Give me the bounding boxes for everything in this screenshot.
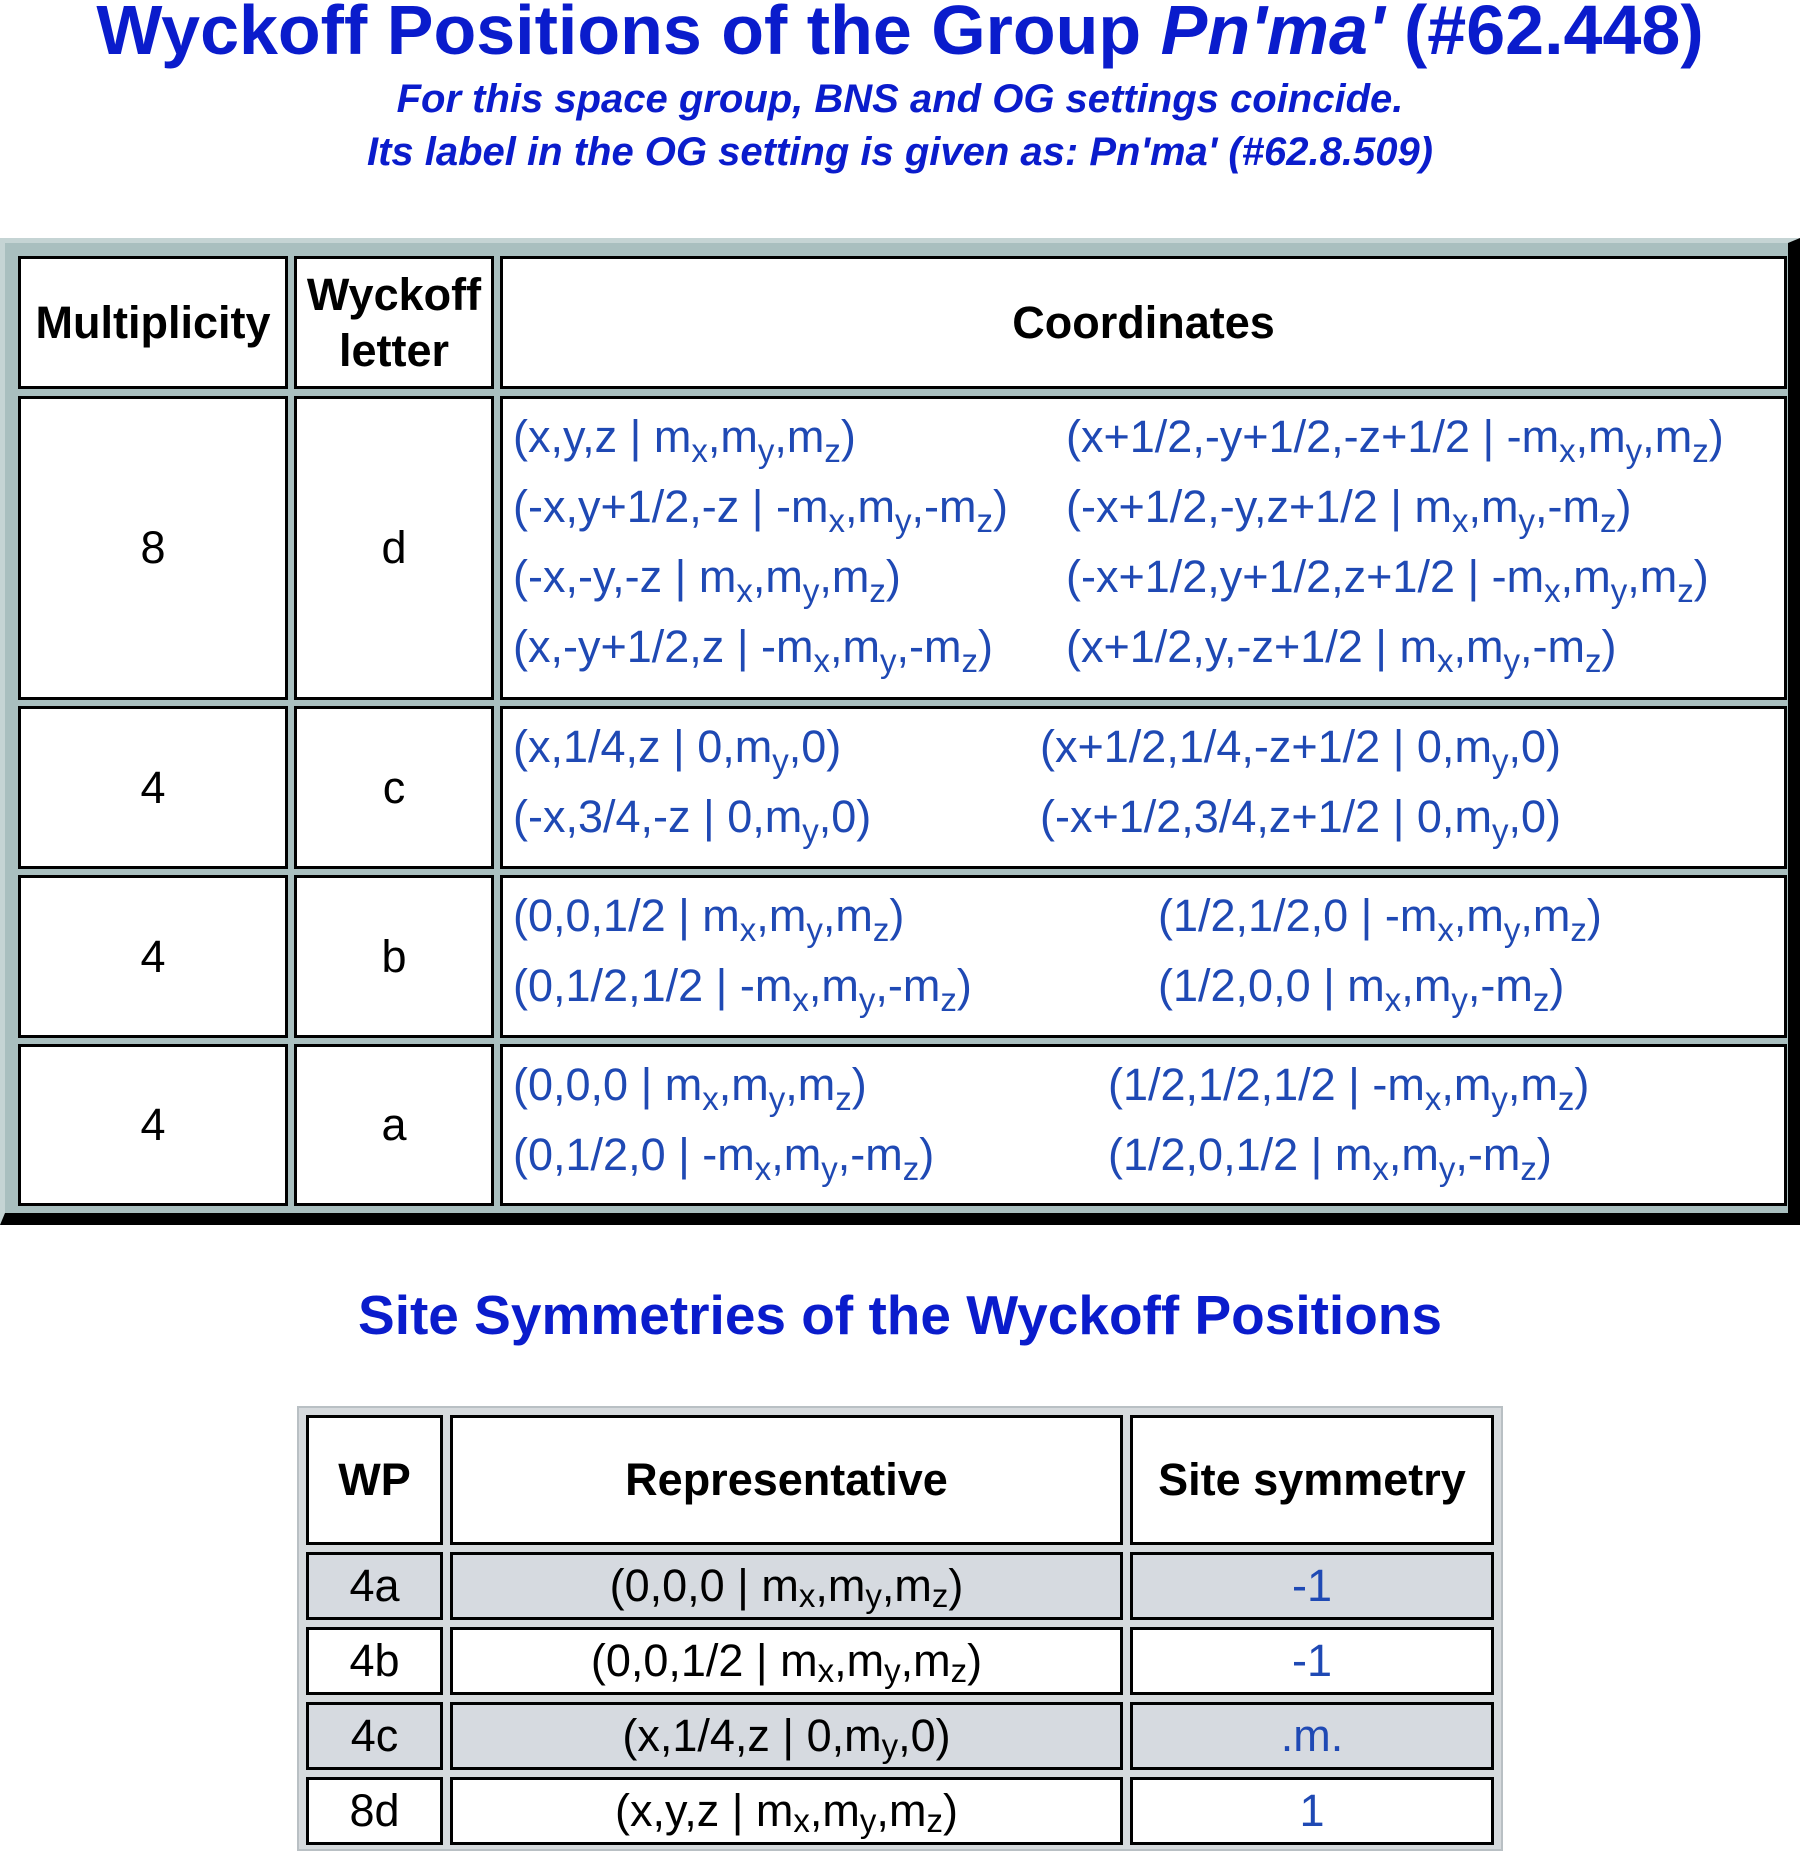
subtitle-line-2: Its label in the OG setting is given as: Pn'ma' (#62.8.509) [366, 130, 1434, 174]
title-suffix: (#62.448) [1384, 0, 1704, 69]
row-4c-site-symmetry: .m. [1130, 1702, 1494, 1770]
row-4c-wp: 4c [306, 1702, 443, 1770]
header-coordinates: Coordinates [500, 256, 1787, 389]
header-wp: WP [306, 1415, 443, 1545]
row-4b-site-symmetry: -1 [1130, 1627, 1494, 1695]
row-d-coordinates [500, 396, 1787, 700]
coordinate: (1/2,0,1/2 | $m_x,m_y,-m_z$) [1108, 1129, 1552, 1187]
row-b-coordinates [500, 875, 1787, 1038]
row-b-letter: b [294, 875, 494, 1038]
row-4b-representative: (0,0,1/2 | m x ,m y ,m z ) [450, 1627, 1123, 1695]
coordinate: (0,0,0 | $m_x,m_y,m_z$) [513, 1059, 867, 1117]
coordinate: (x+1/2,1/4,-z+1/2 | $0,m_y,0$) [1040, 721, 1561, 779]
coordinate: (-x,y+1/2,-z | $-m_x,m_y,-m_z$) [513, 481, 1008, 539]
row-a-multiplicity: 4 [18, 1044, 288, 1206]
row-4a-wp: 4a [306, 1552, 443, 1620]
coordinate: (x,1/4,z | $0,m_y,0$) [513, 721, 842, 779]
wyckoff-positions-table [0, 238, 1800, 1225]
site-symmetry-heading: Site Symmetries of the Wyckoff Positions [358, 1284, 1442, 1346]
row-c-letter: c [294, 706, 494, 869]
subtitle-line-1: For this space group, BNS and OG settings coincide. [396, 77, 1404, 121]
header-site-symmetry: Site symmetry [1130, 1415, 1494, 1545]
title-prefix: Wyckoff Positions of the Group [96, 0, 1161, 69]
title-group: Pn'ma' [1160, 0, 1385, 69]
row-b-multiplicity: 4 [18, 875, 288, 1038]
row-a-coordinates [500, 1044, 1787, 1206]
coordinate: (0,1/2,1/2 | $-m_x,m_y,-m_z$) [513, 960, 972, 1018]
coordinate: (x,-y+1/2,z | $-m_x,m_y,-m_z$) [513, 621, 994, 679]
row-8d-site-symmetry: 1 [1130, 1777, 1494, 1845]
site-symmetry-table [297, 1406, 1503, 1851]
coordinate: (x,y,z | $m_x,m_y,m_z$) [513, 411, 856, 469]
coordinate: (-x,3/4,-z | $0,m_y,0$) [513, 791, 872, 849]
row-4b-wp: 4b [306, 1627, 443, 1695]
page-title [0, 0, 1800, 70]
coordinate: (1/2,1/2,1/2 | $-m_x,m_y,m_z$) [1108, 1059, 1590, 1117]
row-c-coordinates [500, 706, 1787, 869]
row-d-letter: d [294, 396, 494, 700]
row-c-multiplicity: 4 [18, 706, 288, 869]
row-8d-wp: 8d [306, 1777, 443, 1845]
coordinate: (-x+1/2,3/4,z+1/2 | $0,m_y,0$) [1040, 791, 1561, 849]
header-wyckoff-letter: Wyckoff letter [294, 256, 494, 389]
header-representative: Representative [450, 1415, 1123, 1545]
coordinate: (x+1/2,-y+1/2,-z+1/2 | $-m_x,m_y,m_z$) [1066, 411, 1724, 469]
row-4a-site-symmetry: -1 [1130, 1552, 1494, 1620]
row-d-multiplicity: 8 [18, 396, 288, 700]
coordinate: (-x+1/2,y+1/2,z+1/2 | $-m_x,m_y,m_z$) [1066, 551, 1709, 609]
coordinate: (1/2,0,0 | $m_x,m_y,-m_z$) [1158, 960, 1565, 1018]
coordinate: (0,0,1/2 | $m_x,m_y,m_z$) [513, 890, 905, 948]
coordinate: (-x,-y,-z | $m_x,m_y,m_z$) [513, 551, 901, 609]
coordinate: (0,1/2,0 | $-m_x,m_y,-m_z$) [513, 1129, 935, 1187]
row-4c-representative: (x,1/4,z | 0,m y ,0) [450, 1702, 1123, 1770]
coordinate: (x+1/2,y,-z+1/2 | $m_x,m_y,-m_z$) [1066, 621, 1617, 679]
row-4a-representative: (0,0,0 | m x ,m y ,m z ) [450, 1552, 1123, 1620]
row-8d-representative: (x,y,z | m x ,m y ,m z ) [450, 1777, 1123, 1845]
row-a-letter: a [294, 1044, 494, 1206]
coordinate: (1/2,1/2,0 | $-m_x,m_y,m_z$) [1158, 890, 1602, 948]
coordinate: (-x+1/2,-y,z+1/2 | $m_x,m_y,-m_z$) [1066, 481, 1632, 539]
header-multiplicity: Multiplicity [18, 256, 288, 389]
